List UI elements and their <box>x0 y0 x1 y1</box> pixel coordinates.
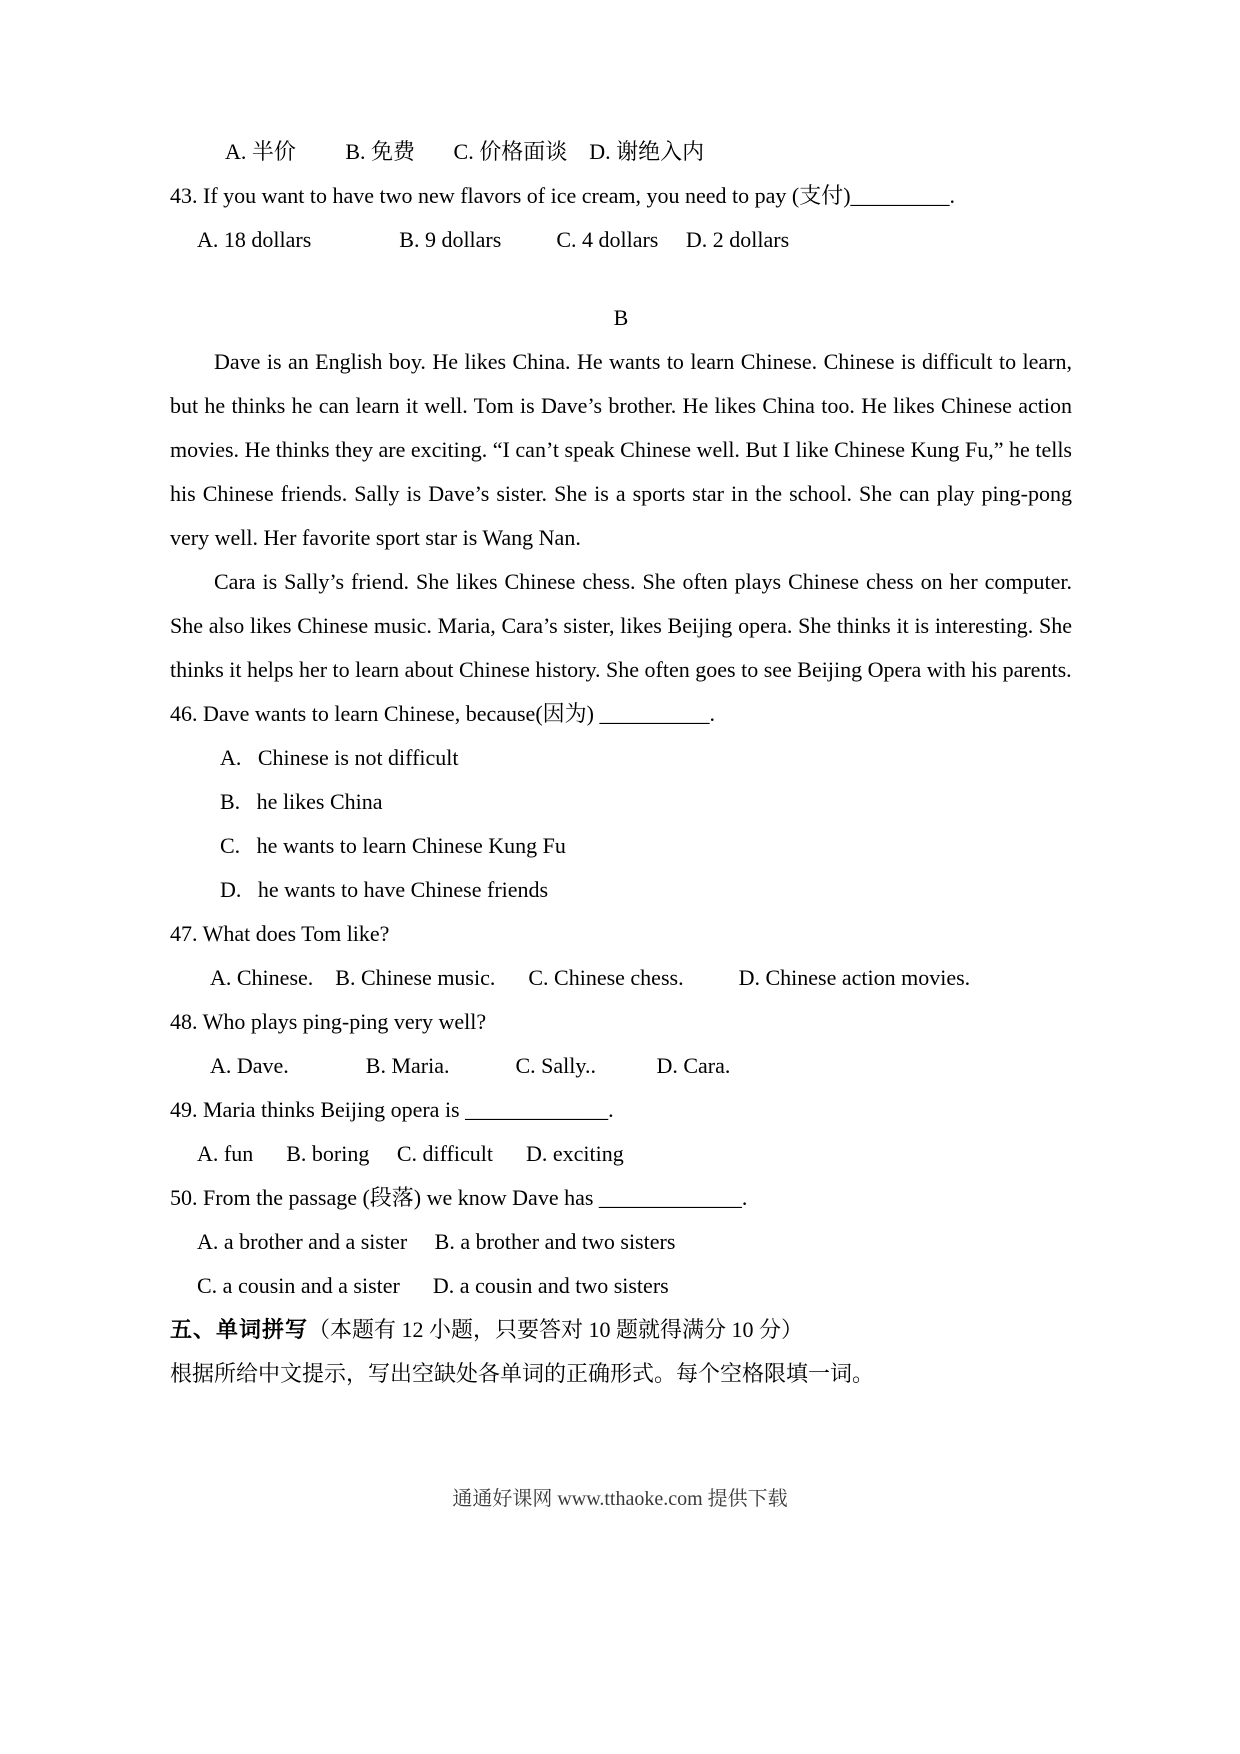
q47-stem: 47. What does Tom like? <box>170 921 390 946</box>
q43-options-row: A. 18 dollars B. 9 dollars C. 4 dollars D. 2 dollars <box>197 227 790 252</box>
q46-option-d: D. he wants to have Chinese friends <box>220 877 549 902</box>
q48-options-row: A. Dave. B. Maria. C. Sally.. D. Cara. <box>210 1053 731 1078</box>
section-5-title-note: （本题有 12 小题，只要答对 10 题就得满分 10 分） <box>308 1317 804 1342</box>
q50-options-row-2: C. a cousin and a sister D. a cousin and two sisters <box>197 1273 669 1298</box>
q43-stem: 43. If you want to have two new flavors of ice cream, you need to pay (支付)_________. <box>170 183 956 208</box>
q46-stem: 46. Dave wants to learn Chinese, because(因为) __________. <box>170 701 715 726</box>
section-5-title: 五、单词拼写 <box>170 1317 309 1342</box>
footer-watermark: 通通好课网 www.tthaoke.com 提供下载 <box>452 1488 788 1510</box>
q42-options-row: A. 半价 B. 免费 C. 价格面谈 D. 谢绝入内 <box>225 139 705 164</box>
q50-stem: 50. From the passage (段落) we know Dave has _____________. <box>170 1185 748 1210</box>
section-b-label: B <box>613 305 629 330</box>
q50-options-row-1: A. a brother and a sister B. a brother and two sisters <box>197 1229 676 1254</box>
q47-options-row: A. Chinese. B. Chinese music. C. Chinese chess. D. Chinese action movies. <box>210 965 971 990</box>
q46-option-c: C. he wants to learn Chinese Kung Fu <box>220 833 566 858</box>
passage-paragraph-1: Dave is an English boy. He likes China. He wants to learn Chinese. Chinese is difficult to learn, but he thinks he can learn it well. Tom is Dave’s brother. He likes China too. He likes Chinese action movies. He thinks they are exciting. “I can’t speak Chinese well. But I like Chinese Kung Fu,” he tells his Chinese friends. Sally is Dave’s sister. She is a sports star in the school. She can play ping-pong very well. Her favorite sport star is Wang Nan. <box>170 349 1072 550</box>
section-5-heading <box>170 1308 1072 1352</box>
q46-option-b: B. he likes China <box>220 789 383 814</box>
section-5-instructions: 根据所给中文提示，写出空缺处各单词的正确形式。每个空格限填一词。 <box>170 1361 875 1386</box>
passage-paragraph-2: Cara is Sally’s friend. She likes Chinese chess. She often plays Chinese chess on her computer. She also likes Chinese music. Maria, Cara’s sister, likes Beijing opera. She thinks it is interesting. She thinks it helps her to learn about Chinese history. She often goes to see Beijing Opera with his parents. <box>170 569 1072 682</box>
q48-stem: 48. Who plays ping-ping very well? <box>170 1009 487 1034</box>
q49-stem: 49. Maria thinks Beijing opera is _____________. <box>170 1097 614 1122</box>
q49-options-row: A. fun B. boring C. difficult D. exciting <box>197 1141 624 1166</box>
q46-option-a: A. Chinese is not difficult <box>220 745 459 770</box>
